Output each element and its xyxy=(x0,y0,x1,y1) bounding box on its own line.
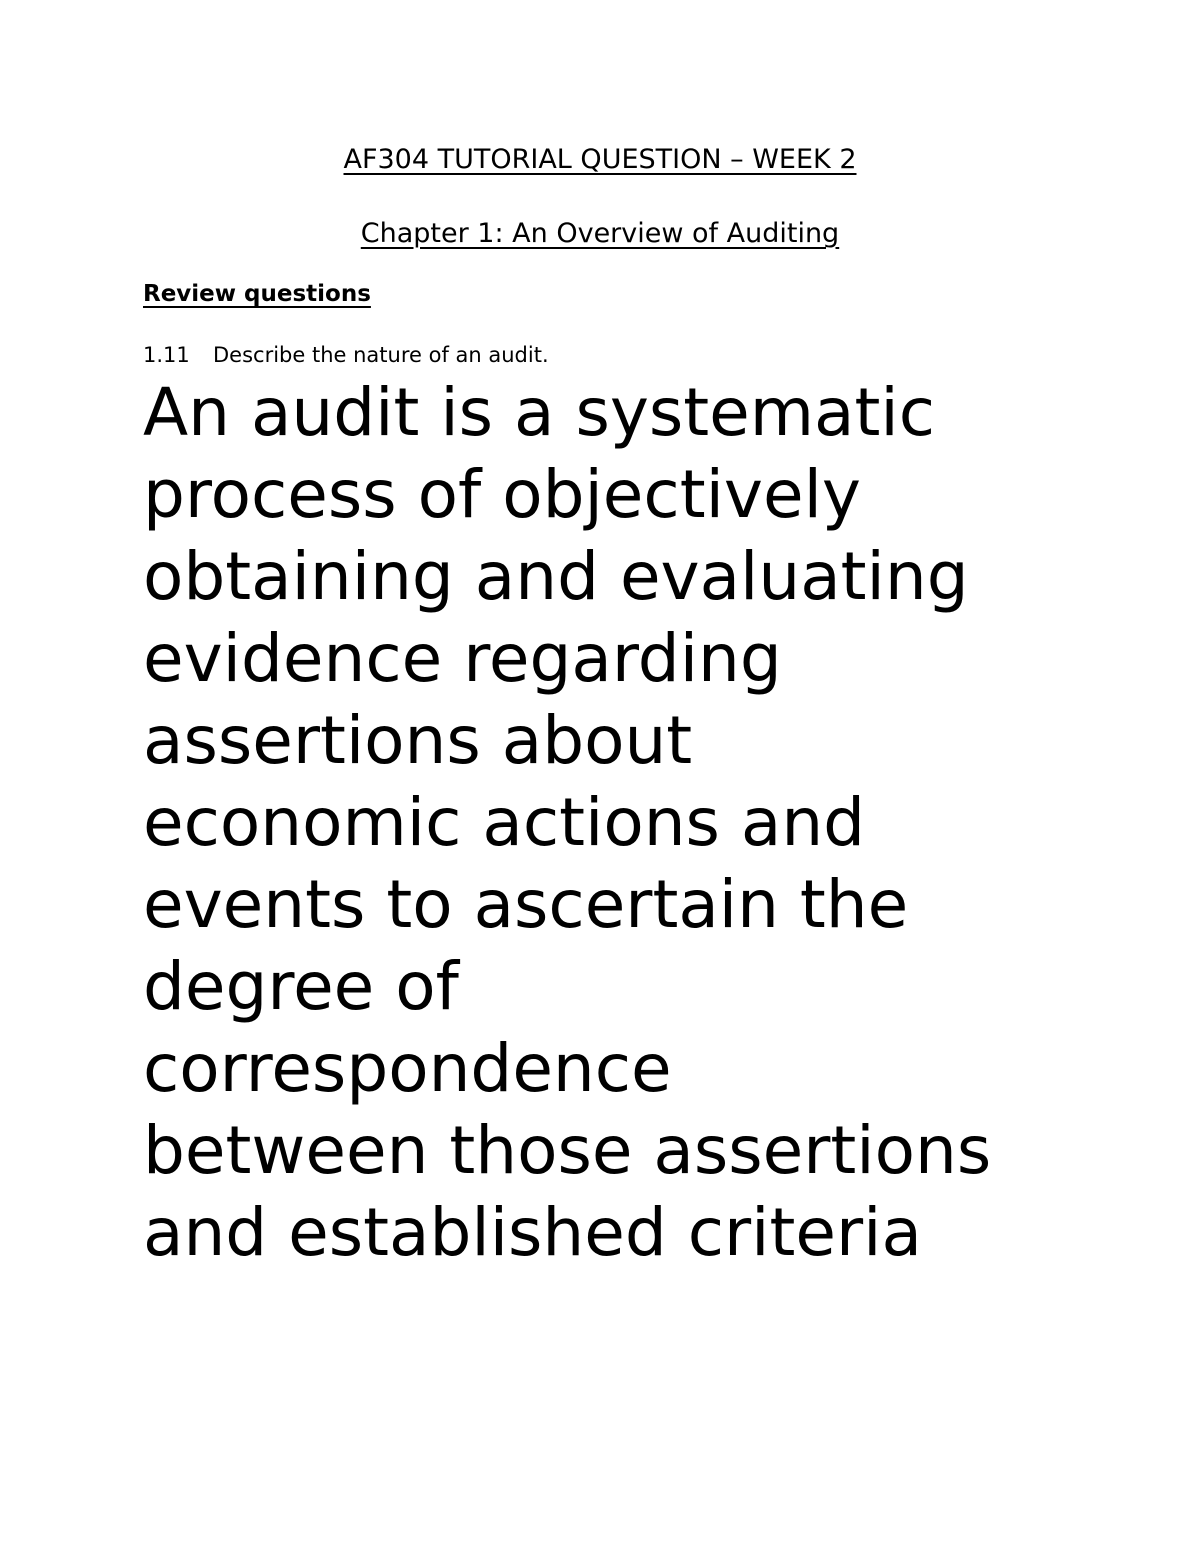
answer-line: evidence regarding xyxy=(143,620,782,697)
answer-line: and established criteria xyxy=(143,1194,922,1271)
answer-line: correspondence xyxy=(143,1030,672,1107)
answer-line: obtaining and evaluating xyxy=(143,538,969,615)
chapter-heading: Chapter 1: An Overview of Auditing xyxy=(360,218,840,249)
question-text: Describe the nature of an audit. xyxy=(213,343,549,367)
answer-line: between those assertions xyxy=(143,1112,992,1189)
answer-line: An audit is a systematic xyxy=(143,374,935,451)
answer-line: process of objectively xyxy=(143,456,861,533)
answer-line: degree of xyxy=(143,948,459,1025)
answer-line: economic actions and xyxy=(143,784,866,861)
section-heading: Review questions xyxy=(143,281,371,307)
question-line xyxy=(143,338,549,372)
question-number: 1.11 xyxy=(143,343,190,367)
document-title: AF304 TUTORIAL QUESTION – WEEK 2 xyxy=(343,144,857,175)
answer-line: events to ascertain the xyxy=(143,866,909,943)
answer-text xyxy=(143,372,1103,1274)
answer-line: assertions about xyxy=(143,702,693,779)
